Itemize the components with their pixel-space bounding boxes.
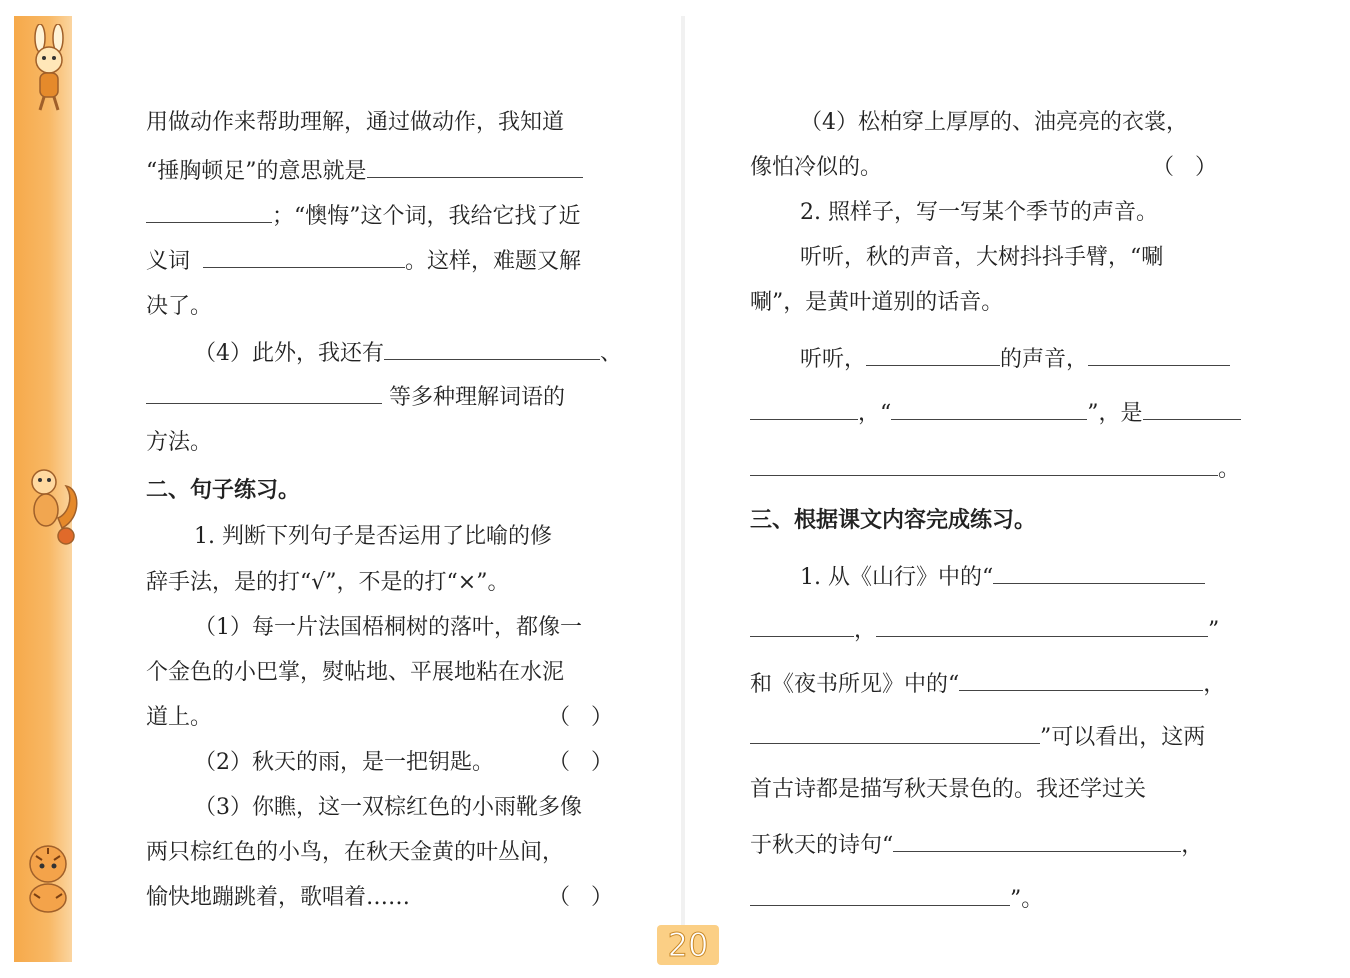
poem-line-3-text: 和《夜书所见》中的“ (750, 672, 960, 697)
poem-line-3 (750, 668, 1225, 700)
example-line-1: 听听，秋的声音，大树抖抖手臂，“唰 (800, 245, 1164, 270)
section-heading-2: 二、句子练习。 (146, 478, 301, 503)
poem-line-3-end: ， (1203, 672, 1226, 697)
poem-line-1 (800, 561, 1205, 593)
answer-parentheses[interactable]: （ ） (548, 705, 613, 730)
fill-line-2 (750, 397, 1241, 429)
poem-line-4-text: ”可以看出，这两 (1040, 725, 1206, 750)
poem-line-1-text: 1. 从《山行》中的“ (800, 565, 994, 590)
left-line-6-text: （4）此外，我还有 (194, 341, 384, 366)
answer-blank[interactable] (367, 155, 583, 178)
poem-line-6-text: 于秋天的诗句“ (750, 833, 894, 858)
right-line-1: （4）松柏穿上厚厚的、油亮亮的衣裳， (800, 110, 1188, 135)
answer-blank[interactable] (1143, 397, 1241, 420)
poem-line-2-end: ” (1208, 618, 1220, 643)
question-2: 2. 照样子，写一写某个季节的声音。 (800, 200, 1158, 225)
answer-blank[interactable] (146, 381, 382, 404)
answer-blank[interactable] (750, 397, 858, 420)
answer-blank[interactable] (866, 343, 1000, 366)
poem-line-7-end: ”。 (1010, 887, 1044, 912)
sentence-3-line-1: （3）你瞧，这一双棕红色的小雨靴多像 (194, 795, 582, 820)
fill-line-1-text: 听听， (800, 347, 867, 372)
sentence-1-line-1: （1）每一片法国梧桐树的落叶，都像一 (194, 615, 582, 640)
answer-parentheses[interactable]: （ ） (548, 750, 613, 775)
left-line-6 (194, 337, 622, 369)
answer-blank[interactable] (203, 245, 405, 268)
left-line-4-tail: 。这样，难题又解 (405, 249, 582, 274)
left-line-7 (146, 381, 565, 413)
left-line-4-text: 义词 (146, 249, 191, 274)
right-line-2: 像怕冷似的。 (750, 155, 883, 180)
answer-blank[interactable] (146, 200, 272, 223)
rabbit-mascot-icon (18, 24, 82, 114)
poem-line-2 (750, 614, 1219, 646)
poem-line-6 (750, 829, 1203, 861)
tiger-mascot-icon (18, 828, 82, 918)
fill-line-2-text: ，“ (858, 401, 892, 426)
poem-line-6-end: ， (1181, 833, 1204, 858)
section-heading-3: 三、根据课文内容完成练习。 (750, 508, 1037, 533)
fill-line-3 (750, 453, 1240, 485)
poem-line-4 (750, 721, 1205, 753)
sentence-3-line-2: 两只棕红色的小鸟，在秋天金黄的叶丛间， (146, 840, 565, 865)
answer-blank[interactable] (1088, 343, 1230, 366)
squirrel-mascot-icon (18, 458, 82, 548)
answer-blank[interactable] (993, 561, 1205, 584)
answer-blank[interactable] (893, 829, 1181, 852)
fill-line-1 (800, 343, 1230, 375)
sentence-2: （2）秋天的雨，是一把钥匙。 (194, 750, 494, 775)
left-line-7-text: 等多种理解词语的 (389, 385, 566, 410)
fill-line-1-mid: 的声音， (1000, 347, 1089, 372)
answer-blank[interactable] (750, 453, 1218, 476)
left-line-8: 方法。 (146, 430, 213, 455)
left-line-5: 决了。 (146, 294, 213, 319)
answer-blank[interactable] (891, 397, 1087, 420)
left-line-3 (146, 200, 581, 232)
page-number: 20 (667, 926, 709, 964)
question-1-line-2: 辞手法，是的打“√”，不是的打“×”。 (146, 570, 510, 595)
poem-line-5: 首古诗都是描写秋天景色的。我还学过关 (750, 777, 1147, 802)
poem-line-2-text: ， (854, 618, 877, 643)
answer-blank[interactable] (959, 668, 1203, 691)
answer-parentheses[interactable]: （ ） (1152, 155, 1217, 180)
page-fold (681, 16, 685, 962)
question-1-line-1: 1. 判断下列句子是否运用了比喻的修 (194, 524, 552, 549)
left-line-3-text: ；“懊悔”这个词，我给它找了近 (272, 204, 581, 229)
example-line-2: 唰”，是黄叶道别的话音。 (750, 290, 1004, 315)
answer-blank[interactable] (384, 337, 600, 360)
left-line-2 (146, 155, 583, 187)
poem-line-7 (750, 883, 1043, 915)
left-line-2-text: “捶胸顿足”的意思就是 (146, 159, 367, 184)
sentence-3-line-3: 愉快地蹦跳着，歌唱着…… (146, 885, 411, 910)
fill-line-2-mid: ”，是 (1087, 401, 1143, 426)
sentence-1-line-2: 个金色的小巴掌，熨帖地、平展地粘在水泥 (146, 660, 565, 685)
fill-line-3-end: 。 (1218, 457, 1241, 482)
answer-blank[interactable] (750, 721, 1040, 744)
left-line-4 (146, 245, 581, 277)
answer-parentheses[interactable]: （ ） (548, 885, 613, 910)
answer-blank[interactable] (750, 883, 1010, 906)
left-line-6-tail: 、 (600, 341, 623, 366)
answer-blank[interactable] (750, 614, 854, 637)
sentence-1-line-3: 道上。 (146, 705, 213, 730)
answer-blank[interactable] (876, 614, 1208, 637)
left-line-1: 用做动作来帮助理解，通过做动作，我知道 (146, 110, 565, 135)
